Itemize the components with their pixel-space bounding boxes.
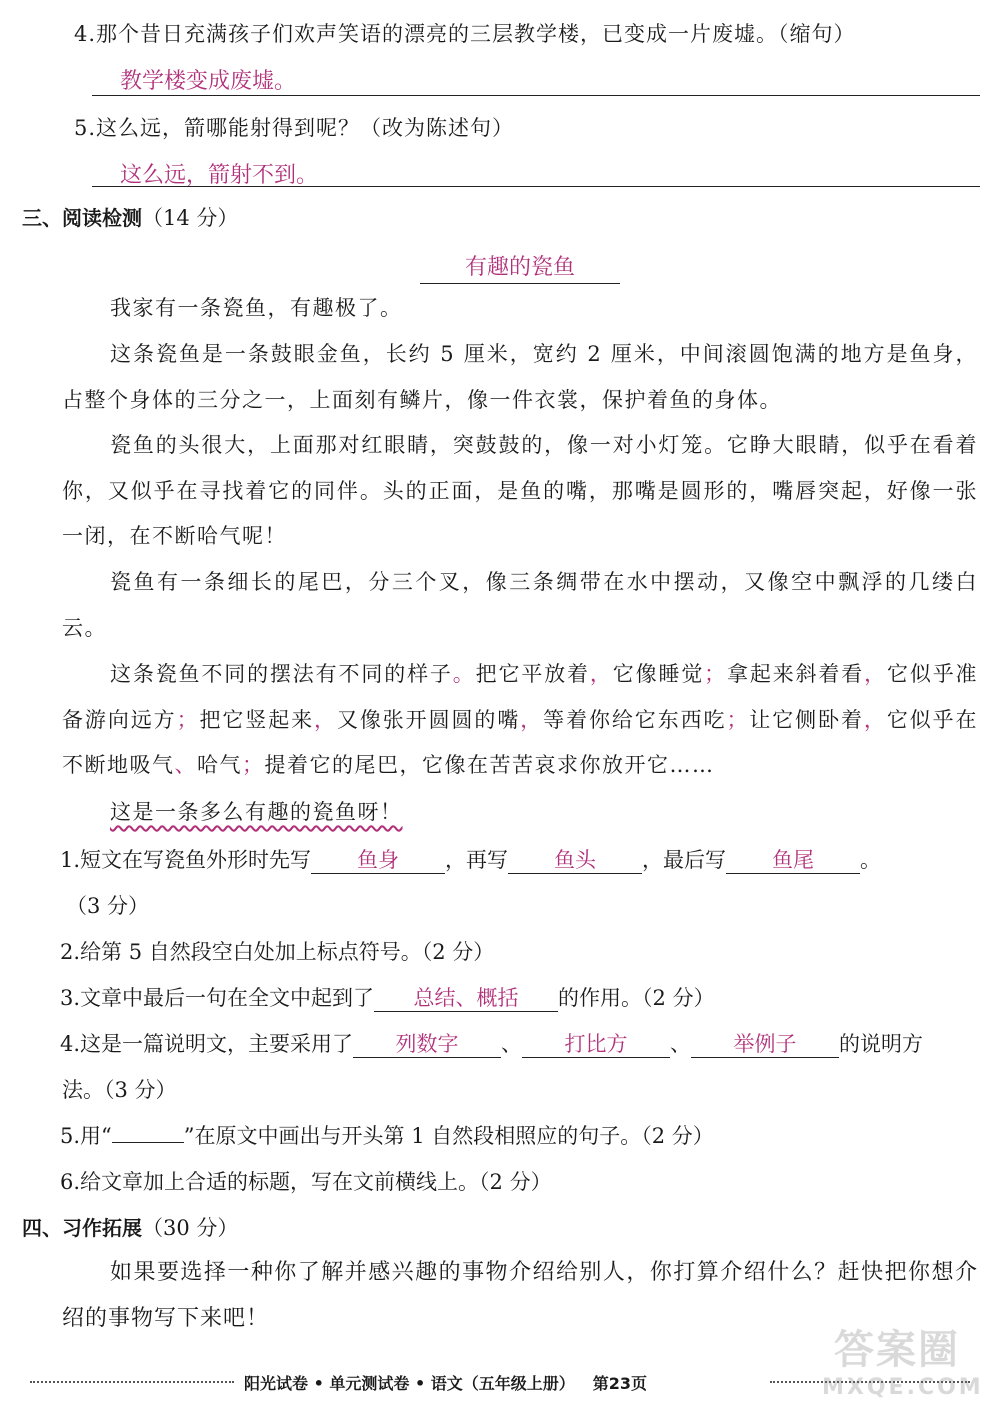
- section-4-heading: 四、习作拓展（30 分）: [22, 1216, 239, 1240]
- closing-sentence: 这是一条多么有趣的瓷鱼呀！: [110, 800, 403, 824]
- paragraph-4: 瓷鱼有一条细长的尾巴，分三个叉，像三条绸带在水中摆动，又像空中飘浮的几缕白云。: [62, 570, 978, 640]
- watermark: 答案圈 MXQE.COM: [822, 1327, 984, 1400]
- paragraph-5: 这条瓷鱼不同的摆法有不同的样子。把它平放着，它像睡觉；拿起来斜着看，它似乎准备游向远方；把它竖起来，又像张开圆圆的嘴，等着你给它东西吃；让它侧卧着，它似乎在不断地吸气、哈气；提着它的尾巴，它像在苦苦哀求你放开它……: [62, 662, 979, 777]
- answer-blank-1b[interactable]: 鱼头: [508, 847, 642, 874]
- article-title: 有趣的瓷鱼: [420, 250, 620, 284]
- writing-prompt: 如果要选择一种你了解并感兴趣的事物介绍给别人，你打算介绍什么？赶快把你想介绍的事物写下来吧！: [62, 1260, 978, 1331]
- reading-question-6: 6.给文章加上合适的标题，写在文前横线上。（2 分）: [60, 1170, 552, 1194]
- underline-sample: [112, 1142, 184, 1143]
- answer-4: 教学楼变成废墟。: [120, 69, 297, 94]
- answer-blank-1c[interactable]: 鱼尾: [726, 847, 860, 874]
- paragraph-1: 我家有一条瓷鱼，有趣极了。: [110, 296, 403, 320]
- section-3-heading: 三、阅读检测（14 分）: [22, 206, 239, 230]
- answer-blank-4b[interactable]: 打比方: [522, 1031, 670, 1058]
- answer-blank-4a[interactable]: 列数字: [353, 1031, 501, 1058]
- reading-question-4: 4.这是一篇说明文，主要采用了 列数字 、 打比方 、 举例子 的说明方: [60, 1032, 924, 1056]
- reading-question-1-score: （3 分）: [66, 894, 150, 918]
- question-5-declarative: 5.这么远，箭哪能射得到呢？（改为陈述句）: [74, 116, 515, 140]
- answer-blank-3[interactable]: 总结、概括: [374, 985, 558, 1012]
- answer-line-4: [92, 95, 980, 96]
- answer-blank-1a[interactable]: 鱼身: [311, 847, 445, 874]
- answer-5: 这么远，箭射不到。: [120, 163, 319, 188]
- reading-question-2: 2.给第 5 自然段空白处加上标点符号。（2 分）: [60, 940, 495, 964]
- paragraph-3: 瓷鱼的头很大，上面那对红眼睛，突鼓鼓的，像一对小灯笼。它睁大眼睛，似乎在看着你，又似乎在寻找着它的同伴。头的正面，是鱼的嘴，那嘴是圆形的，嘴唇突起，好像一张一闭，在不断哈气呢！: [62, 433, 978, 548]
- reading-question-3: 3.文章中最后一句在全文中起到了 总结、概括 的作用。（2 分）: [60, 986, 715, 1010]
- paragraph-2: 这条瓷鱼是一条鼓眼金鱼，长约 5 厘米，宽约 2 厘米，中间滚圆饱满的地方是鱼身，占整个身体的三分之一，上面刻有鳞片，像一件衣裳，保护着鱼的身体。: [62, 342, 978, 412]
- footer-divider-left: [30, 1381, 234, 1383]
- answer-line-5: [92, 186, 980, 187]
- reading-question-4-line2: 法。（3 分）: [62, 1078, 177, 1102]
- reading-question-1: 1.短文在写瓷鱼外形时先写 鱼身 ，再写 鱼头 ，最后写 鱼尾 。: [60, 848, 882, 872]
- reading-question-5: 5.用“ ”在原文中画出与开头第 1 自然段相照应的句子。（2 分）: [60, 1124, 714, 1148]
- question-4-compress: 4.那个昔日充满孩子们欢声笑语的漂亮的三层教学楼，已变成一片废墟。（缩句）: [74, 22, 856, 46]
- answer-blank-4c[interactable]: 举例子: [691, 1031, 839, 1058]
- footer-text: 阳光试卷 • 单元测试卷 • 语文（五年级上册） 第23页: [244, 1374, 648, 1393]
